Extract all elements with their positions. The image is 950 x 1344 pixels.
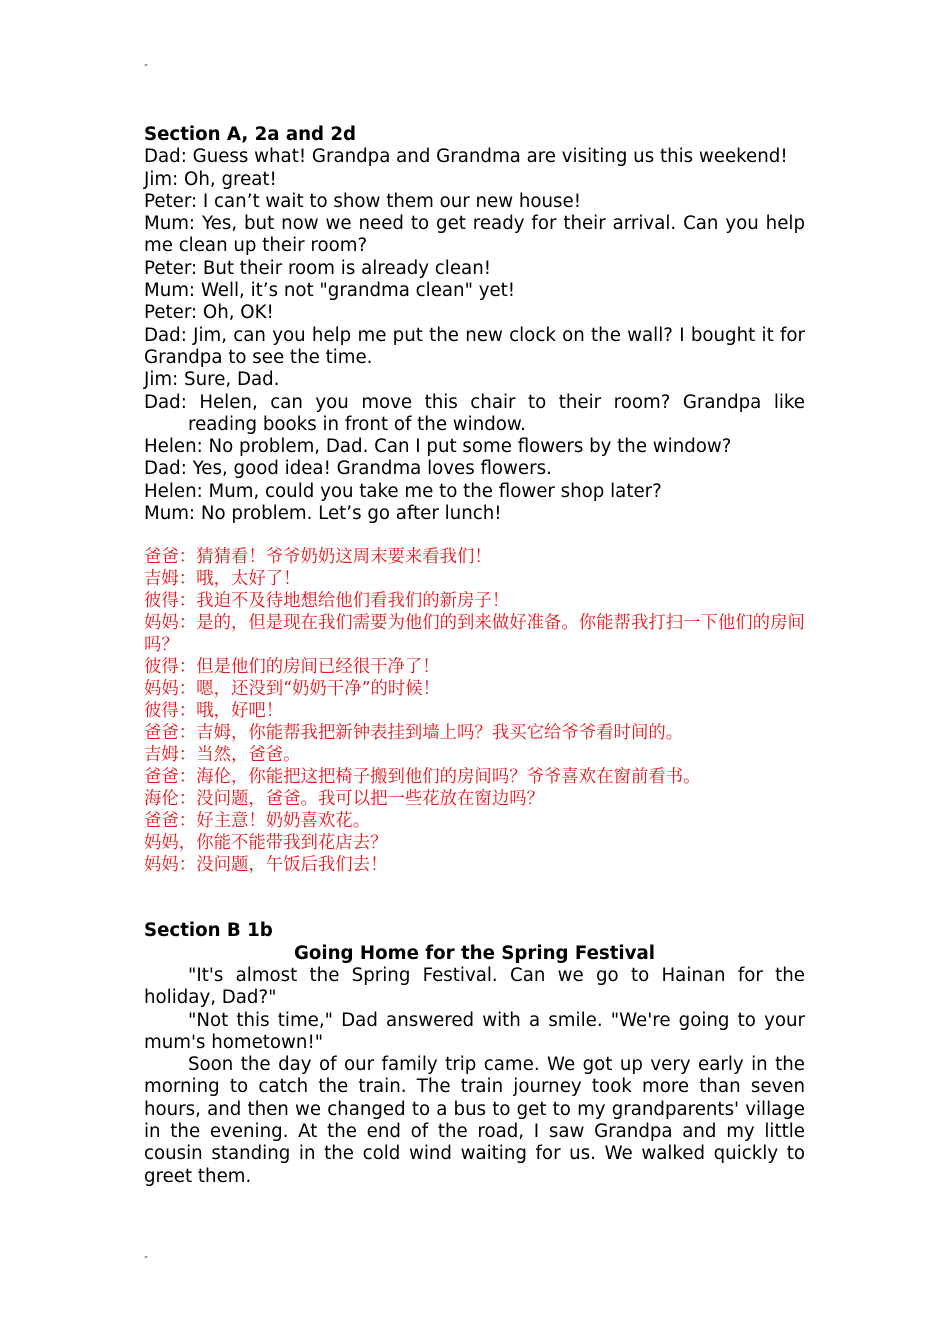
dialogue-line: Jim: Sure, Dad. bbox=[144, 369, 280, 391]
dialogue-line: Peter: Oh, OK! bbox=[144, 302, 274, 324]
passage-paragraph: Soon the day of our family trip came. We got up very early in the morning to catch the train. The train journey took more than seven hours, and then we changed to a bus to get to my grandparents' village in the evening. At the end of the road, I saw Grandpa and my little cousin standing in the cold wind waiting for us. We walked quickly to greet them. bbox=[144, 1054, 805, 1187]
document-body bbox=[144, 124, 805, 1188]
translation-line: 海伦：没问题，爸爸。我可以把一些花放在窗边吗？ bbox=[144, 789, 544, 810]
dialogue-line: Mum: No problem. Let’s go after lunch! bbox=[144, 503, 502, 525]
translation-line: 彼得：但是他们的房间已经很干净了！ bbox=[144, 657, 440, 678]
section-a-heading: Section A, 2a and 2d bbox=[144, 124, 357, 145]
translation-line: 彼得：哦，好吧！ bbox=[144, 701, 284, 722]
dialogue-line: Dad: Helen, can you move this chair to their room? Grandpa like reading books in front of the window. bbox=[144, 391, 805, 435]
dialogue-line: Peter: I can’t wait to show them our new house! bbox=[144, 190, 581, 212]
translation-line: 妈妈，你能不能带我到花店去？ bbox=[144, 833, 388, 854]
dialogue-line: Helen: Mum, could you take me to the flower shop later? bbox=[144, 480, 662, 502]
dialogue-line: Dad: Jim, can you help me put the new clock on the wall? I bought it for Grandpa to see the time. bbox=[144, 324, 805, 368]
translation-line: 爸爸：吉姆，你能帮我把新钟表挂到墙上吗？我买它给爷爷看时间的。 bbox=[144, 723, 684, 744]
dialogue-translation bbox=[144, 546, 805, 876]
dialogue-line: Mum: Well, it’s not "grandma clean" yet! bbox=[144, 280, 516, 302]
passage-paragraph: "Not this time," Dad answered with a smile. "We're going to your mum's hometown!" bbox=[144, 1009, 805, 1053]
translation-line: 吉姆：哦，太好了！ bbox=[144, 569, 301, 590]
dialogue-line: Jim: Oh, great! bbox=[144, 168, 277, 190]
section-b-heading: Section B 1b bbox=[144, 920, 273, 942]
dialogue-line: Helen: No problem, Dad. Can I put some flowers by the window? bbox=[144, 436, 732, 458]
dialogue-english bbox=[144, 146, 805, 525]
dialogue-line: Dad: Guess what! Grandpa and Grandma are visiting us this weekend! bbox=[144, 146, 788, 168]
footer-mark: ˮ bbox=[144, 1255, 149, 1264]
translation-line: 爸爸：猜猜看！爷爷奶奶这周末要来看我们！ bbox=[144, 547, 492, 568]
dialogue-line: Mum: Yes, but now we need to get ready for their arrival. Can you help me clean up their room? bbox=[144, 213, 805, 257]
translation-line: 妈妈：嗯，还没到“奶奶干净”的时候！ bbox=[144, 679, 441, 700]
passage-paragraph: "It's almost the Spring Festival. Can we go to Hainan for the holiday, Dad?" bbox=[144, 964, 805, 1009]
header-mark: ˮ bbox=[144, 63, 149, 72]
translation-line: 吉姆：当然，爸爸。 bbox=[144, 745, 301, 766]
translation-line: 爸爸：好主意！奶奶喜欢花。 bbox=[144, 811, 371, 832]
passage-title: Going Home for the Spring Festival bbox=[293, 942, 656, 964]
dialogue-line: Peter: But their room is already clean! bbox=[144, 257, 492, 279]
translation-line: 爸爸：海伦，你能把这把椅子搬到他们的房间吗？爷爷喜欢在窗前看书。 bbox=[144, 767, 701, 788]
dialogue-line: Dad: Yes, good idea! Grandma loves flowers. bbox=[144, 458, 552, 480]
translation-line: 妈妈：是的，但是现在我们需要为他们的到来做好准备。你能帮我打扫一下他们的房间吗？ bbox=[144, 613, 805, 656]
translation-line: 妈妈：没问题，午饭后我们去！ bbox=[144, 855, 388, 876]
translation-line: 彼得：我迫不及待地想给他们看我们的新房子！ bbox=[144, 591, 510, 612]
section-b bbox=[144, 920, 805, 1188]
